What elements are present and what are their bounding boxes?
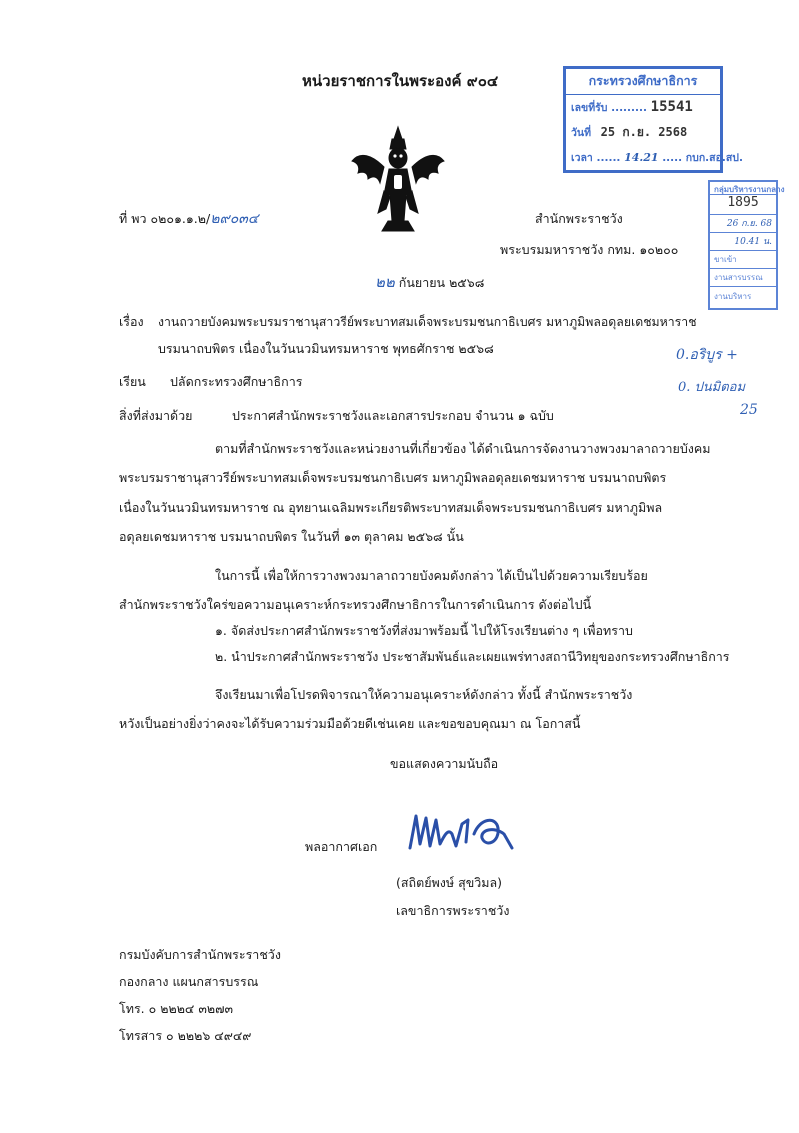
stamp-title: กระทรวงศึกษาธิการ <box>566 69 720 95</box>
footer-division: กองกลาง แผนกสารบรรณ <box>119 974 259 989</box>
stamp-date-label: วันที่ <box>571 127 591 139</box>
recipient-label: เรียน <box>119 374 146 389</box>
side-stamp-title: กลุ่มบริหารงานกลาง <box>714 185 785 194</box>
para2-line2: สำนักพระราชวังใคร่ขอความอนุเคราะห์กระทรวงศึกษาธิการในการดำเนินการ ดังต่อไปนี้ <box>119 597 592 612</box>
stamp-date-value: 25 ก.ย. 2568 <box>600 125 688 139</box>
footer-fax: โทรสาร ๐ ๒๒๒๖ ๔๙๔๙ <box>119 1028 252 1043</box>
para1-line2: พระบรมราชานุสาวรีย์พระบาทสมเด็จพระบรมชนกาธิเบศร มหาภูมิพลอดุลยเดชมหาราช บรมนาถบพิตร <box>119 470 667 485</box>
list-item-1: ๑. จัดส่งประกาศสำนักพระราชวังที่ส่งมาพร้อมนี้ ไปให้โรงเรียนต่าง ๆ เพื่อทราบ <box>215 623 633 638</box>
agency-title: หน่วยราชการในพระองค์ ๙๐๔ <box>302 72 499 90</box>
side-stamp-row5: งานสารบรรณ <box>714 273 763 282</box>
para3-line2: หวังเป็นอย่างยิ่งว่าคงจะได้รับความร่วมมือด้วยดีเช่นเคย และขอขอบคุณมา ณ โอกาสนี้ <box>119 716 581 731</box>
subject-line-2: บรมนาถบพิตร เนื่องในวันนวมินทรมหาราช พุทธศักราช ๒๕๖๘ <box>158 341 494 356</box>
enclosure-value: ประกาศสำนักพระราชวังและเอกสารประกอบ จำนวน ๑ ฉบับ <box>232 408 554 423</box>
office-name: สำนักพระราชวัง <box>535 211 623 226</box>
side-stamp-row6: งานบริหาร <box>714 292 752 301</box>
signer-rank: พลอากาศเอก <box>305 839 378 854</box>
side-stamp-row4: ขาเข้า <box>714 255 737 264</box>
date-day-handwritten: ๒๒ <box>375 273 395 291</box>
side-stamp-time: 10.41 น. <box>734 237 772 247</box>
stamp-receipt-number: 15541 <box>650 99 693 115</box>
division-stamp <box>708 180 785 310</box>
signer-position: เลขาธิการพระราชวัง <box>396 903 510 918</box>
stamp-time-label: เวลา <box>571 152 593 164</box>
recipient-value: ปลัดกระทรวงศึกษาธิการ <box>170 374 303 389</box>
subject-label: เรื่อง <box>119 314 144 329</box>
para3-line1: จึงเรียนมาเพื่อโปรดพิจารณาให้ความอนุเคราะห์ดังกล่าว ทั้งนี้ สำนักพระราชวัง <box>215 687 633 702</box>
footer-department: กรมบังคับการสำนักพระราชวัง <box>119 947 281 962</box>
para2-line1: ในการนี้ เพื่อให้การวางพวงมาลาถวายบังคมดังกล่าว ได้เป็นไปด้วยความเรียบร้อย <box>215 568 648 583</box>
stamp-receipt-label: เลขที่รับ <box>571 102 608 114</box>
closing-text: ขอแสดงความนับถือ <box>390 756 499 771</box>
enclosure-label: สิ่งที่ส่งมาด้วย <box>119 408 193 423</box>
date-month-year: กันยายน ๒๕๖๘ <box>398 275 485 290</box>
handwritten-note-2: 0. ปนมิตอม <box>678 380 746 395</box>
garuda-emblem-icon <box>350 125 446 233</box>
para1-line4: อดุลยเดชมหาราช บรมนาถบพิตร ในวันที่ ๑๓ ตุลาคม ๒๕๖๘ นั้น <box>119 529 464 544</box>
office-address: พระบรมมหาราชวัง กทม. ๑๐๒๐๐ <box>500 242 679 257</box>
doc-number: ที่ พว ๐๒๐๑.๑.๒/ <box>119 211 211 226</box>
side-stamp-number: 1895 <box>727 195 759 210</box>
handwritten-signature <box>404 808 522 856</box>
signer-name: (สถิตย์พงษ์ สุขวิมล) <box>396 875 503 890</box>
para1-line1: ตามที่สำนักพระราชวังและหน่วยงานที่เกี่ยวข้อง ได้ดำเนินการจัดงานวางพวงมาลาถวายบังคม <box>215 441 711 456</box>
stamp-time-value: 14.21 <box>624 151 659 164</box>
side-stamp-date: 26 ก.ย. 68 <box>726 219 772 229</box>
handwritten-note-1: 0.อริบูร + <box>676 347 738 363</box>
subject-line-1: งานถวายบังคมพระบรมราชานุสาวรีย์พระบาทสมเด็จพระบรมชนกาธิเบศร มหาภูมิพลอดุลยเดชมหาราช <box>158 315 697 329</box>
document-date <box>375 273 484 292</box>
doc-number-handwritten: ๒๙๐๓๔ <box>210 211 259 227</box>
receipt-stamp: กระทรวงศึกษาธิการ เลขที่รับ ......... 15541 วันที่ 25 ก.ย. 2568 เวลา ...... 14.21 ..... กบก.สอ.สป. <box>563 66 723 173</box>
list-item-2: ๒. นำประกาศสำนักพระราชวัง ประชาสัมพันธ์และเผยแพร่ทางสถานีวิทยุของกระทรวงศึกษาธิการ <box>215 649 730 664</box>
para1-line3: เนื่องในวันนวมินทรมหาราช ณ อุทยานเฉลิมพระเกียรติพระบาทสมเด็จพระบรมชนกาธิเบศร มหาภูมิพล <box>119 500 663 515</box>
stamp-office-code: กบก.สอ.สป. <box>685 152 743 164</box>
handwritten-note-3: 25 <box>740 402 758 418</box>
footer-phone: โทร. ๐ ๒๒๒๔ ๓๒๗๓ <box>119 1001 234 1016</box>
